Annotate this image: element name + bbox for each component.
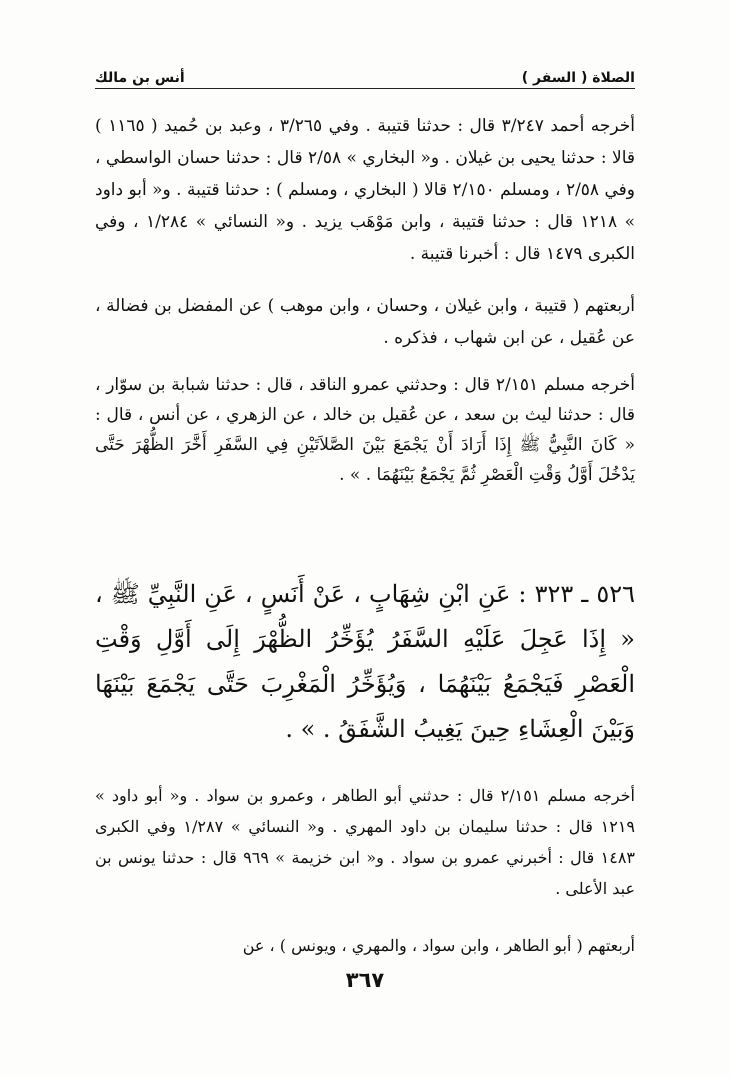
takhrij-block-2 xyxy=(95,290,635,354)
running-header xyxy=(95,62,635,89)
hadith-text: ٥٢٦ ـ ٣٢٣ : عَنِ ابْنِ شِهَابٍ ، عَنْ أَنَسٍ ، عَنِ النَّبِيِّ ﷺ ، « إِذَا عَجِلَ عَلَيْهِ السَّفَرُ يُؤَخِّرُ الظُّهْرَ إِلَى أَوَّلِ وَقْتِ الْعَصْرِ فَيَجْمَعُ بَيْنَهُمَا ، وَيُؤَخِّرُ الْمَغْرِبَ حَتَّى يَجْمَعَ بَيْنَهَا وَبَيْنَ الْعِشَاءِ حِينَ يَغِيبُ الشَّفَقُ . » . xyxy=(95,580,635,743)
muslim-paragraph: أخرجه مسلم ٢/١٥١ قال : وحدثني عمرو الناقد ، قال : حدثنا شبابة بن سوّار ، قال : حدثنا ليث بن سعد ، عن عُقيل بن خالد ، عن الزهري ، عن أنس ، قال : « كَانَ النَّبِيُّ ﷺ إِذَا أَرَادَ أَنْ يَجْمَعَ بَيْنَ الصَّلاَتَيْنِ فِي السَّفَرِ أَخَّرَ الظُّهْرَ حَتَّى يَدْخُلَ أَوَّلُ وَقْتِ الْعَصْرِ ثُمَّ يَجْمَعُ بَيْنَهُمَا . » . xyxy=(95,375,635,485)
hadith-block xyxy=(95,572,635,752)
takhrij-block-3 xyxy=(95,370,635,490)
page-number: ٣٦٧ xyxy=(345,968,385,992)
takhrij-paragraph: أخرجه أحمد ٣/٢٤٧ قال : حدثنا قتيبة . وفي ٣/٢٦٥ ، وعبد بن حُميد ( ١١٦٥ ) قالا : حدثنا يحيى بن غيلان . و« البخاري » ٢/٥٨ قال : حدثنا حسان الواسطي ، وفي ٢/٥٨ ، ومسلم ٢/١٥٠ قالا ( البخاري ، ومسلم ) : حدثنا قتيبة . و« أبو داود » ١٢١٨ قال : حدثنا قتيبة ، وابن مَوْهَب يزيد . و« النسائي » ١/٢٨٤ ، وفي الكبرى ١٤٧٩ قال : أخبرنا قتيبة . xyxy=(95,116,636,264)
header-narrator-title: أنس بن مالك xyxy=(95,70,185,86)
notes-block-2 xyxy=(95,930,635,961)
chain-paragraph: أربعتهم ( قتيبة ، وابن غيلان ، وحسان ، وابن موهب ) عن المفضل بن فضالة ، عن عُقيل ، عن ابن شهاب ، فذكره . xyxy=(95,296,635,348)
takhrij-block-1 xyxy=(95,110,635,270)
note-paragraph: أربعتهم ( أبو الطاهر ، وابن سواد ، والمهري ، ويونس ) ، عن xyxy=(242,936,635,955)
notes-block xyxy=(95,780,635,904)
note-paragraph: أخرجه مسلم ٢/١٥١ قال : حدثني أبو الطاهر ، وعمرو بن سواد . و« أبو داود » ١٢١٩ قال : حدثنا سليمان بن داود المهري . و« النسائي » ١/٢٨٧ وفي الكبرى ١٤٨٣ قال : أخبرني عمرو بن سواد . و« ابن خزيمة » ٩٦٩ قال : حدثنا يونس بن عبد الأعلى . xyxy=(95,786,636,898)
header-chapter-title: الصلاة ( السفر ) xyxy=(521,70,635,86)
